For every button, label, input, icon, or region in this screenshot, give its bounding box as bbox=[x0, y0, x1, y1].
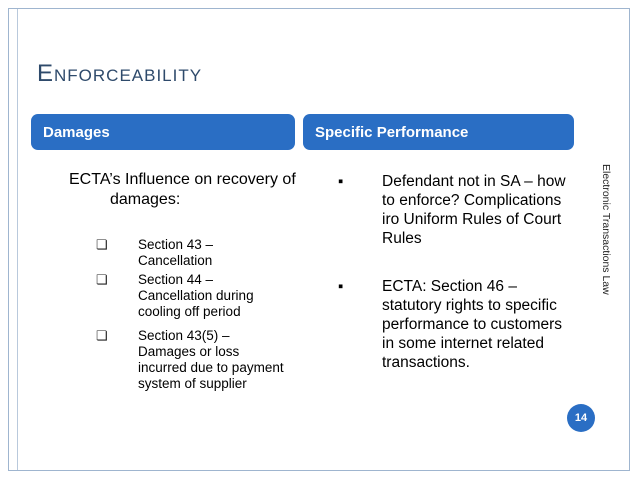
specific-performance-header-label: Specific Performance bbox=[315, 123, 469, 141]
list-item-text: Defendant not in SA – how to enforce? Complications iro Uniform Rules of Court Rules bbox=[382, 173, 566, 247]
page-number-badge bbox=[567, 404, 595, 432]
filled-square-bullet-icon: ▪ bbox=[338, 278, 344, 295]
damages-lead-text: ECTA’s Influence on recovery of damages: bbox=[69, 171, 296, 208]
damages-header bbox=[31, 114, 295, 150]
hollow-square-bullet-icon: ❏ bbox=[96, 328, 108, 343]
left-rule-divider bbox=[17, 9, 18, 470]
list-item-text: Section 44 – Cancellation during cooling off period bbox=[138, 272, 254, 319]
damages-header-label: Damages bbox=[43, 123, 110, 141]
list-item-text: Section 43 – Cancellation bbox=[138, 237, 214, 268]
slide-title: Enforceability bbox=[37, 60, 203, 87]
list-item-text: Section 43(5) – Damages or loss incurred due to payment system of supplier bbox=[138, 328, 284, 391]
hollow-square-bullet-icon: ❏ bbox=[96, 237, 108, 252]
list-item-text: ECTA: Section 46 – statutory rights to specific performance to customers in some internet related transactions. bbox=[382, 278, 563, 371]
specific-performance-header bbox=[303, 114, 574, 150]
hollow-square-bullet-icon: ❏ bbox=[96, 272, 108, 287]
page-number: 14 bbox=[574, 412, 588, 424]
course-side-label: Electronic Transactions Law bbox=[600, 164, 612, 295]
filled-square-bullet-icon: ▪ bbox=[338, 173, 344, 190]
